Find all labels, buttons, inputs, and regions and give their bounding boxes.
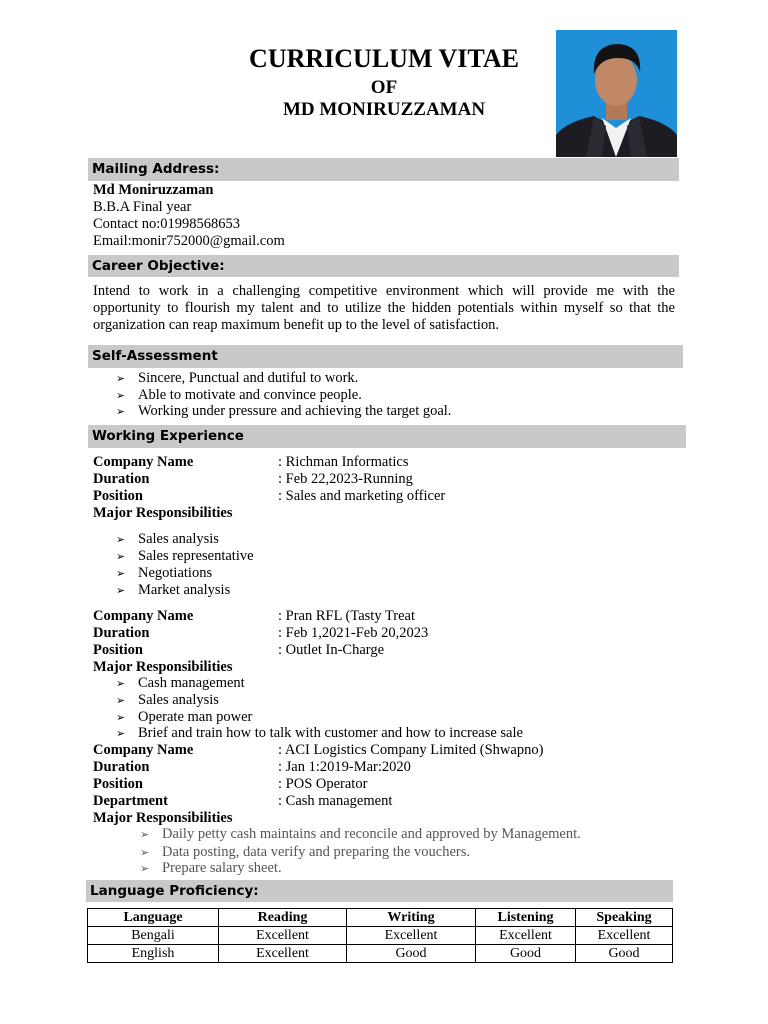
cv-owner-name: MD MONIRUZZAMAN bbox=[282, 99, 486, 120]
list-item: ➢ Prepare salary sheet. bbox=[140, 860, 282, 876]
arrow-bullet-icon: ➢ bbox=[116, 567, 126, 580]
list-item: ➢ Market analysis bbox=[116, 582, 231, 598]
list-item: ➢ Operate man power bbox=[116, 709, 253, 725]
job3-company: Company Name : ACI Logistics Company Limited (Shwapno) bbox=[93, 742, 544, 758]
arrow-bullet-icon: ➢ bbox=[140, 828, 150, 841]
list-item: ➢ Cash management bbox=[116, 675, 245, 691]
table-row bbox=[88, 927, 673, 945]
mailing-contact: Contact no:01998568653 bbox=[93, 216, 241, 232]
table-cell: Bengali bbox=[88, 927, 219, 945]
table-cell: Excellent bbox=[219, 927, 347, 945]
cv-title: CURRICULUM VITAE bbox=[249, 44, 519, 73]
job2-position: Position : Outlet In-Charge bbox=[93, 642, 385, 658]
arrow-bullet-icon: ➢ bbox=[116, 389, 126, 402]
list-item: ➢ Sincere, Punctual and dutiful to work. bbox=[116, 370, 359, 386]
table-cell: Good bbox=[576, 945, 673, 963]
arrow-bullet-icon: ➢ bbox=[116, 533, 126, 546]
career-objective-text: Intend to work in a challenging competitive environment which will provide me with the opportunity to flourish my talent and to utilize the hidden potentials within myself so that the organization can reap maximum benefit up to the level of satisfaction. bbox=[93, 283, 675, 333]
job2-resp-heading: Major Responsibilities bbox=[93, 659, 233, 675]
arrow-bullet-icon: ➢ bbox=[116, 727, 126, 740]
table-cell: Excellent bbox=[576, 927, 673, 945]
arrow-bullet-icon: ➢ bbox=[116, 677, 126, 690]
arrow-bullet-icon: ➢ bbox=[116, 372, 126, 385]
table-header: Listening bbox=[476, 909, 576, 927]
list-item: ➢ Brief and train how to talk with customer and how to increase sale bbox=[116, 725, 523, 741]
job2-duration: Duration : Feb 1,2021-Feb 20,2023 bbox=[93, 625, 429, 641]
table-header: Language bbox=[88, 909, 219, 927]
table-cell: English bbox=[88, 945, 219, 963]
section-working-experience: Working Experience bbox=[88, 425, 686, 448]
list-item: ➢ Data posting, data verify and preparing the vouchers. bbox=[140, 844, 471, 860]
person-portrait-icon bbox=[556, 30, 677, 157]
section-self-assessment: Self-Assessment bbox=[88, 345, 683, 368]
table-header: Reading bbox=[219, 909, 347, 927]
cv-title-of: OF bbox=[370, 77, 398, 98]
mailing-education: B.B.A Final year bbox=[93, 199, 192, 215]
job3-duration: Duration : Jan 1:2019-Mar:2020 bbox=[93, 759, 411, 775]
list-item: ➢ Able to motivate and convince people. bbox=[116, 387, 362, 403]
arrow-bullet-icon: ➢ bbox=[140, 862, 150, 875]
job3-resp-heading: Major Responsibilities bbox=[93, 810, 233, 826]
arrow-bullet-icon: ➢ bbox=[140, 846, 150, 859]
language-table bbox=[87, 908, 673, 963]
arrow-bullet-icon: ➢ bbox=[116, 711, 126, 724]
table-row bbox=[88, 945, 673, 963]
list-item: ➢ Sales representative bbox=[116, 548, 254, 564]
table-cell: Excellent bbox=[219, 945, 347, 963]
job2-company: Company Name : Pran RFL (Tasty Treat bbox=[93, 608, 416, 624]
mailing-name: Md Moniruzzaman bbox=[93, 182, 214, 198]
job1-position: Position : Sales and marketing officer bbox=[93, 488, 446, 504]
arrow-bullet-icon: ➢ bbox=[116, 405, 126, 418]
list-item: ➢ Sales analysis bbox=[116, 531, 219, 547]
list-item: ➢ Sales analysis bbox=[116, 692, 219, 708]
table-cell: Excellent bbox=[476, 927, 576, 945]
list-item: ➢ Negotiations bbox=[116, 565, 213, 581]
arrow-bullet-icon: ➢ bbox=[116, 584, 126, 597]
table-cell: Good bbox=[476, 945, 576, 963]
mailing-email: Email:monir752000@gmail.com bbox=[93, 233, 285, 249]
table-header-row bbox=[88, 909, 673, 927]
job1-duration: Duration : Feb 22,2023-Running bbox=[93, 471, 413, 487]
table-cell: Good bbox=[347, 945, 476, 963]
arrow-bullet-icon: ➢ bbox=[116, 550, 126, 563]
profile-photo bbox=[556, 30, 677, 157]
table-header: Writing bbox=[347, 909, 476, 927]
list-item: ➢ Working under pressure and achieving the target goal. bbox=[116, 403, 452, 419]
table-cell: Excellent bbox=[347, 927, 476, 945]
table-header: Speaking bbox=[576, 909, 673, 927]
list-item: ➢ Daily petty cash maintains and reconcile and approved by Management. bbox=[140, 826, 581, 842]
job1-company: Company Name : Richman Informatics bbox=[93, 454, 409, 470]
arrow-bullet-icon: ➢ bbox=[116, 694, 126, 707]
section-mailing-address: Mailing Address: bbox=[88, 158, 679, 181]
section-language-proficiency: Language Proficiency: bbox=[86, 880, 673, 902]
job1-resp-heading: Major Responsibilities bbox=[93, 505, 233, 521]
section-career-objective: Career Objective: bbox=[88, 255, 679, 277]
job3-department: Department : Cash management bbox=[93, 793, 393, 809]
job3-position: Position : POS Operator bbox=[93, 776, 368, 792]
